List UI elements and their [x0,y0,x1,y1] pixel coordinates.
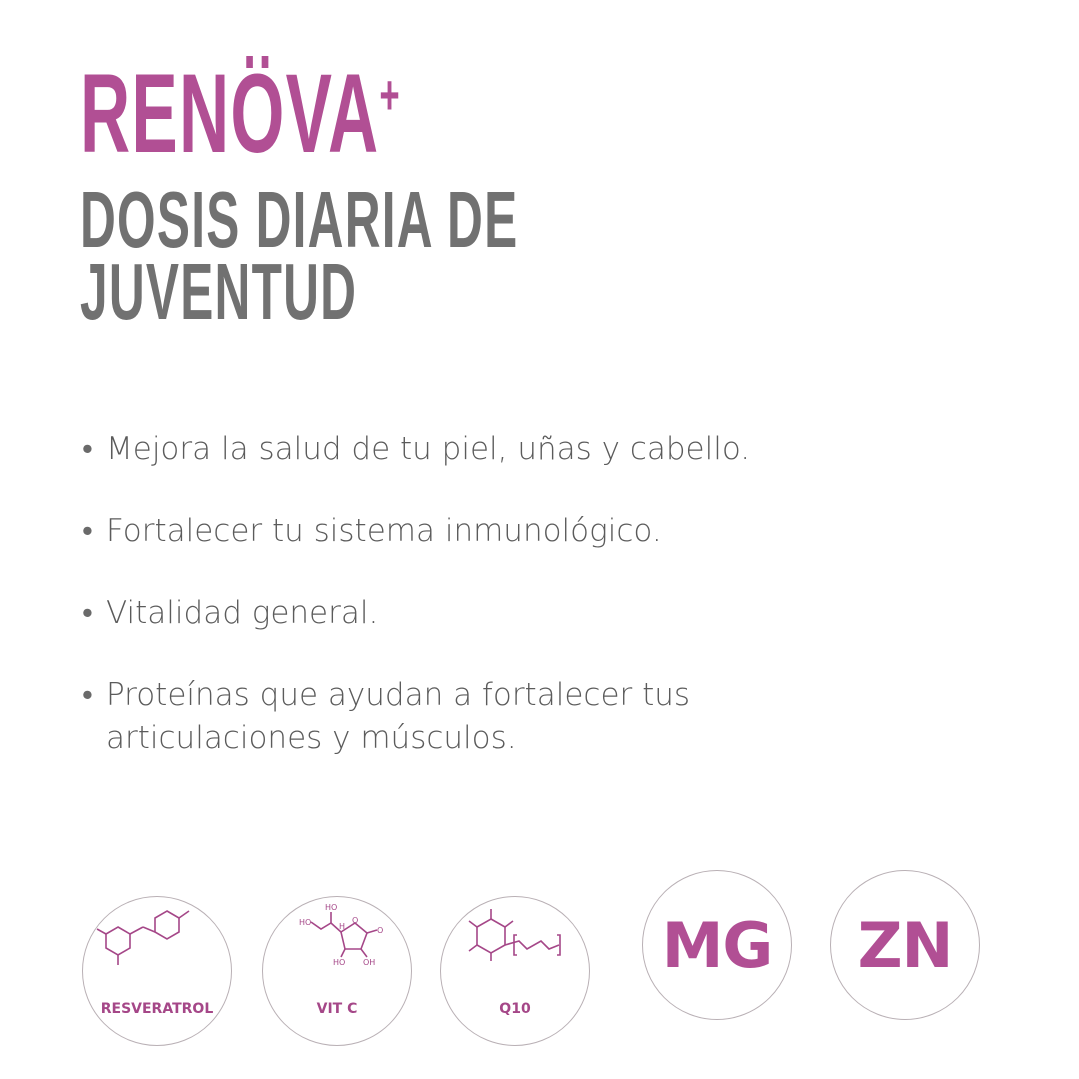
ingredient-magnesium [642,870,792,1020]
svg-text:O: O [352,916,359,925]
resveratrol-molecule-icon [83,897,233,1047]
benefits-list [82,428,982,799]
benefit-item: • Fortalecer tu sistema inmunológico. [82,510,982,553]
ingredient-q10 [440,896,590,1046]
benefit-item: • Mejora la salud de tu piel, uñas y cabello. [82,428,982,471]
ingredient-zinc [830,870,980,1020]
brand-name: RENÖVA [80,51,380,176]
vitamin-c-molecule-icon [263,897,413,1047]
benefit-item: • Proteínas que ayudan a fortalecer tus articulaciones y músculos. [82,674,826,760]
svg-text:HO: HO [299,918,312,927]
q10-molecule-icon [441,897,591,1047]
ingredient-vit-c [262,896,412,1046]
benefit-item: • Vitalidad general. [82,592,982,635]
ingredient-label: ZN [857,908,953,982]
ingredient-label: Q10 [499,1001,531,1017]
ingredient-label: RESVERATROL [100,1001,214,1017]
tagline-line-2: JUVENTUD [80,247,358,336]
ingredient-label: VIT C [316,1001,358,1017]
svg-text:OH: OH [363,958,376,967]
svg-text:HO: HO [325,903,338,912]
brand-logo [80,51,401,176]
ingredient-resveratrol [82,896,232,1046]
svg-text:O: O [377,926,384,935]
ingredient-label: MG [661,908,773,982]
brand-plus: + [379,63,401,126]
svg-text:HO: HO [333,958,346,967]
tagline-line-1: DOSIS DIARIA DE [80,175,519,264]
svg-text:H: H [339,922,346,931]
